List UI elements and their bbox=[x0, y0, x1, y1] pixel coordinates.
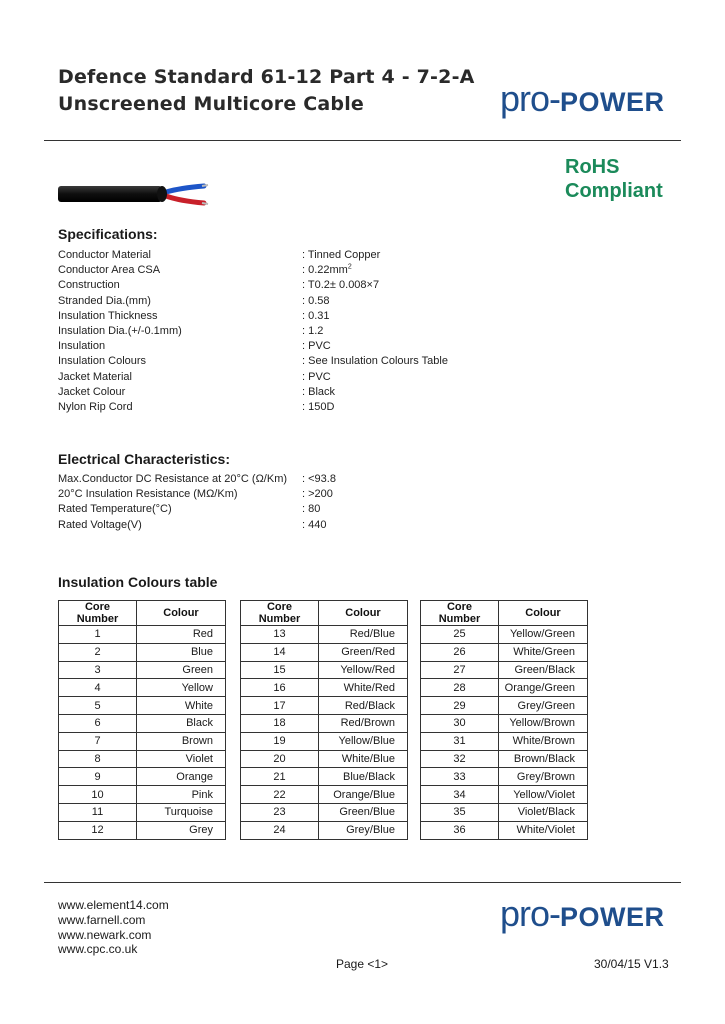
colour-cell: Orange/Blue bbox=[319, 786, 408, 804]
core-number-cell: 23 bbox=[241, 803, 319, 821]
colour-cell: Brown bbox=[137, 732, 226, 750]
table-row bbox=[59, 786, 226, 804]
colour-cell: Blue bbox=[137, 643, 226, 661]
core-number-cell: 12 bbox=[59, 821, 137, 839]
footer-link[interactable]: www.newark.com bbox=[58, 927, 152, 942]
colour-cell: Grey/Blue bbox=[319, 821, 408, 839]
colour-cell: Yellow/Brown bbox=[499, 714, 588, 732]
core-number-cell: 34 bbox=[421, 786, 499, 804]
pro-power-logo: pro-POWER bbox=[500, 78, 665, 119]
table-row bbox=[421, 768, 588, 786]
colour-cell: Brown/Black bbox=[499, 750, 588, 768]
table-header-row bbox=[59, 601, 226, 626]
header-core-number: Core Number bbox=[421, 601, 499, 626]
core-number-cell: 26 bbox=[421, 643, 499, 661]
table-row bbox=[59, 821, 226, 839]
spec-row: Conductor Material : Tinned Copper bbox=[58, 249, 381, 261]
colour-cell: Grey/Green bbox=[499, 697, 588, 715]
table-row bbox=[421, 679, 588, 697]
table-header-row bbox=[241, 601, 408, 626]
electrical-row: 20°C Insulation Resistance (MΩ/Km) : >200 bbox=[58, 488, 333, 501]
table-row bbox=[241, 661, 408, 679]
colour-cell: Yellow/Red bbox=[319, 661, 408, 679]
core-number-cell: 25 bbox=[421, 626, 499, 644]
colour-cell: Black bbox=[137, 714, 226, 732]
colour-cell: Yellow bbox=[137, 679, 226, 697]
colours-table-2 bbox=[240, 600, 408, 840]
core-number-cell: 3 bbox=[59, 661, 137, 679]
electrical-row: Max.Conductor DC Resistance at 20°C (Ω/Km) : <93.8 bbox=[58, 473, 336, 485]
table-row bbox=[59, 768, 226, 786]
table-row bbox=[421, 732, 588, 750]
footer-link[interactable]: www.farnell.com bbox=[58, 912, 146, 927]
core-number-cell: 18 bbox=[241, 714, 319, 732]
table-row bbox=[421, 786, 588, 804]
header-colour: Colour bbox=[319, 601, 408, 626]
specifications-heading: Specifications: bbox=[58, 226, 158, 242]
spec-row: Stranded Dia.(mm) : 0.58 bbox=[58, 294, 330, 307]
header-core-number: Core Number bbox=[59, 601, 137, 626]
table-row bbox=[421, 626, 588, 644]
table-row bbox=[59, 697, 226, 715]
title-line-1: Defence Standard 61-12 Part 4 - 7-2-A bbox=[58, 66, 475, 88]
spec-row: Jacket Material : PVC bbox=[58, 370, 331, 383]
colour-cell: White bbox=[137, 697, 226, 715]
table-row bbox=[59, 714, 226, 732]
table-row bbox=[59, 750, 226, 768]
footer-divider bbox=[44, 882, 681, 883]
table-row bbox=[241, 732, 408, 750]
table-row bbox=[241, 821, 408, 839]
specifications-list bbox=[58, 248, 448, 415]
colour-cell: Turquoise bbox=[137, 803, 226, 821]
colour-cell: Orange bbox=[137, 768, 226, 786]
core-number-cell: 28 bbox=[421, 679, 499, 697]
colours-table-1 bbox=[58, 600, 226, 840]
core-number-cell: 19 bbox=[241, 732, 319, 750]
colour-cell: White/Blue bbox=[319, 750, 408, 768]
core-number-cell: 33 bbox=[421, 768, 499, 786]
electrical-row: Rated Temperature(°C) : 80 bbox=[58, 503, 321, 516]
table-header-row bbox=[421, 601, 588, 626]
colour-cell: Green bbox=[137, 661, 226, 679]
spec-row: Nylon Rip Cord : 150D bbox=[58, 400, 335, 413]
colours-table-3 bbox=[420, 600, 588, 840]
header-divider bbox=[44, 140, 681, 141]
core-number-cell: 15 bbox=[241, 661, 319, 679]
colours-table-heading: Insulation Colours table bbox=[58, 574, 218, 590]
table-row bbox=[421, 803, 588, 821]
colour-cell: White/Red bbox=[319, 679, 408, 697]
pro-power-logo-footer: pro-POWER bbox=[500, 893, 665, 934]
table-row bbox=[59, 643, 226, 661]
table-row bbox=[421, 714, 588, 732]
core-number-cell: 36 bbox=[421, 821, 499, 839]
electrical-row: Rated Voltage(V) : 440 bbox=[58, 518, 327, 531]
core-number-cell: 4 bbox=[59, 679, 137, 697]
electrical-heading: Electrical Characteristics: bbox=[58, 451, 230, 467]
title-line-2: Unscreened Multicore Cable bbox=[58, 93, 364, 115]
spec-row: Conductor Area CSA : $0.22mm^2$ bbox=[58, 263, 352, 277]
table-row bbox=[59, 732, 226, 750]
core-number-cell: 8 bbox=[59, 750, 137, 768]
colour-cell: Pink bbox=[137, 786, 226, 804]
colour-cell: White/Violet bbox=[499, 821, 588, 839]
page-number: Page <1> bbox=[336, 957, 389, 971]
table-row bbox=[241, 697, 408, 715]
table-row bbox=[241, 714, 408, 732]
colour-cell: Red bbox=[137, 626, 226, 644]
cable-image bbox=[58, 180, 210, 208]
table-row bbox=[59, 803, 226, 821]
colour-cell: White/Green bbox=[499, 643, 588, 661]
core-number-cell: 1 bbox=[59, 626, 137, 644]
table-row bbox=[421, 697, 588, 715]
core-number-cell: 31 bbox=[421, 732, 499, 750]
colour-cell: Yellow/Violet bbox=[499, 786, 588, 804]
colour-cell: Grey/Brown bbox=[499, 768, 588, 786]
table-row bbox=[421, 821, 588, 839]
core-number-cell: 29 bbox=[421, 697, 499, 715]
spec-row: Insulation Thickness : 0.31 bbox=[58, 309, 330, 322]
core-number-cell: 11 bbox=[59, 803, 137, 821]
colour-cell: Yellow/Blue bbox=[319, 732, 408, 750]
colour-cell: Red/Blue bbox=[319, 626, 408, 644]
table-row bbox=[241, 803, 408, 821]
electrical-list bbox=[58, 472, 336, 533]
colour-cell: Green/Blue bbox=[319, 803, 408, 821]
footer-link[interactable]: www.element14.com bbox=[58, 898, 169, 912]
colour-cell: Red/Brown bbox=[319, 714, 408, 732]
core-number-cell: 21 bbox=[241, 768, 319, 786]
spec-row: Insulation Colours : See Insulation Colours Table bbox=[58, 355, 448, 368]
colour-cell: Blue/Black bbox=[319, 768, 408, 786]
core-number-cell: 7 bbox=[59, 732, 137, 750]
core-number-cell: 13 bbox=[241, 626, 319, 644]
core-number-cell: 20 bbox=[241, 750, 319, 768]
table-row bbox=[241, 750, 408, 768]
core-number-cell: 9 bbox=[59, 768, 137, 786]
rohs-compliant-badge: RoHS Compliant bbox=[565, 156, 663, 202]
colour-cell: Green/Black bbox=[499, 661, 588, 679]
core-number-cell: 2 bbox=[59, 643, 137, 661]
table-row bbox=[241, 626, 408, 644]
core-number-cell: 17 bbox=[241, 697, 319, 715]
core-number-cell: 24 bbox=[241, 821, 319, 839]
table-row bbox=[241, 643, 408, 661]
core-number-cell: 5 bbox=[59, 697, 137, 715]
core-number-cell: 6 bbox=[59, 714, 137, 732]
colour-cell: Violet/Black bbox=[499, 803, 588, 821]
spec-row: Insulation : PVC bbox=[58, 340, 331, 353]
header-core-number: Core Number bbox=[241, 601, 319, 626]
core-number-cell: 32 bbox=[421, 750, 499, 768]
spec-row: Construction : T0.2± 0.008×7 bbox=[58, 279, 380, 292]
colour-cell: Yellow/Green bbox=[499, 626, 588, 644]
colour-cell: Orange/Green bbox=[499, 679, 588, 697]
colour-cell: Grey bbox=[137, 821, 226, 839]
core-number-cell: 14 bbox=[241, 643, 319, 661]
colour-cell: Green/Red bbox=[319, 643, 408, 661]
table-row bbox=[421, 750, 588, 768]
core-number-cell: 16 bbox=[241, 679, 319, 697]
core-number-cell: 27 bbox=[421, 661, 499, 679]
core-number-cell: 22 bbox=[241, 786, 319, 804]
footer-links bbox=[58, 898, 169, 957]
core-number-cell: 30 bbox=[421, 714, 499, 732]
table-row bbox=[59, 679, 226, 697]
header-colour: Colour bbox=[137, 601, 226, 626]
core-number-cell: 10 bbox=[59, 786, 137, 804]
document-title bbox=[58, 64, 475, 118]
header-colour: Colour bbox=[499, 601, 588, 626]
spec-row: Insulation Dia.(+/-0.1mm) : 1.2 bbox=[58, 324, 324, 337]
table-row bbox=[421, 661, 588, 679]
table-row bbox=[241, 679, 408, 697]
version-date: 30/04/15 V1.3 bbox=[594, 957, 669, 971]
core-number-cell: 35 bbox=[421, 803, 499, 821]
table-row bbox=[241, 786, 408, 804]
table-row bbox=[241, 768, 408, 786]
footer-link[interactable]: www.cpc.co.uk bbox=[58, 942, 138, 957]
spec-row: Jacket Colour : Black bbox=[58, 385, 336, 398]
colour-cell: Red/Black bbox=[319, 697, 408, 715]
table-row bbox=[59, 626, 226, 644]
table-row bbox=[59, 661, 226, 679]
colour-cell: White/Brown bbox=[499, 732, 588, 750]
table-row bbox=[421, 643, 588, 661]
colour-cell: Violet bbox=[137, 750, 226, 768]
